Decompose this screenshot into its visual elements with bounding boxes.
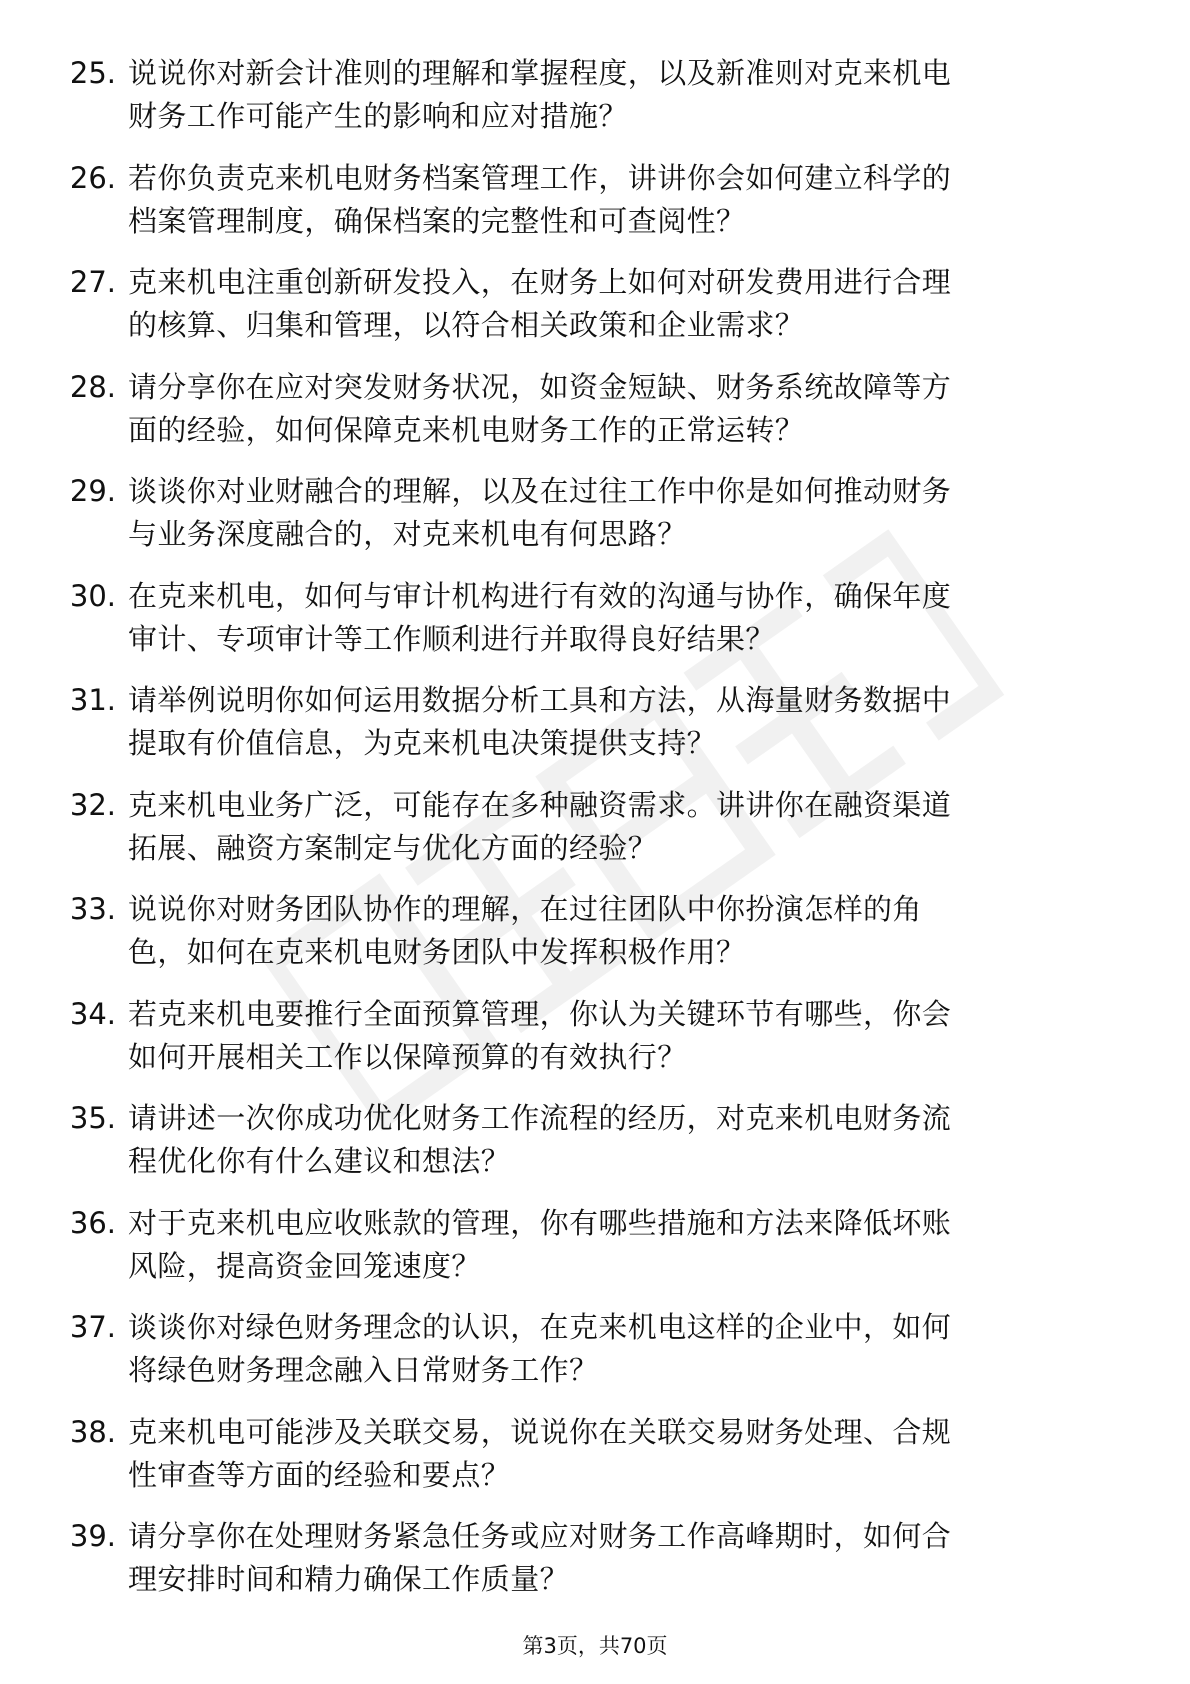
question-number: 35. bbox=[69, 1101, 116, 1135]
question-item bbox=[56, 993, 1136, 1079]
question-text: 若你负责克来机电财务档案管理工作，讲讲你会如何建立科学的 档案管理制度，确保档案的完整性和可查阅性？ bbox=[128, 160, 952, 238]
question-list bbox=[56, 52, 1136, 1620]
question-item bbox=[56, 784, 1136, 870]
question-text: 请讲述一次你成功优化财务工作流程的经历，对克来机电财务流 程优化你有什么建议和想法？ bbox=[128, 1101, 952, 1178]
question-text: 克来机电注重创新研发投入，在财务上如何对研发费用进行合理 的核算、归集和管理，以符合相关政策和企业需求？ bbox=[128, 265, 952, 342]
question-text: 克来机电可能涉及关联交易，说说你在关联交易财务处理、合规 性审查等方面的经验和要点？ bbox=[128, 1414, 952, 1492]
question-item bbox=[56, 679, 1136, 765]
question-text: 请举例说明你如何运用数据分析工具和方法，从海量财务数据中 提取有价值信息，为克来机电决策提供支持？ bbox=[128, 683, 952, 760]
page-number-footer: 第3页，共70页 bbox=[522, 1634, 668, 1658]
question-item bbox=[56, 157, 1136, 243]
question-number: 31. bbox=[69, 683, 116, 717]
question-item bbox=[56, 52, 1136, 138]
question-text: 克来机电业务广泛，可能存在多种融资需求。讲讲你在融资渠道 拓展、融资方案制定与优化方面的经验？ bbox=[128, 787, 952, 865]
question-text: 谈谈你对业财融合的理解，以及在过往工作中你是如何推动财务 与业务深度融合的，对克来机电有何思路？ bbox=[128, 474, 952, 551]
question-number: 37. bbox=[69, 1310, 116, 1344]
question-number: 36. bbox=[69, 1205, 116, 1240]
question-number: 38. bbox=[69, 1414, 116, 1449]
question-number: 32. bbox=[69, 787, 116, 822]
question-text: 对于克来机电应收账款的管理，你有哪些措施和方法来降低坏账 风险，提高资金回笼速度？ bbox=[128, 1205, 952, 1283]
question-text: 若克来机电要推行全面预算管理，你认为关键环节有哪些，你会 如何开展相关工作以保障预算的有效执行？ bbox=[128, 996, 952, 1074]
question-text: 在克来机电，如何与审计机构进行有效的沟通与协作，确保年度 审计、专项审计等工作顺利进行并取得良好结果？ bbox=[128, 578, 952, 656]
question-item bbox=[56, 1306, 1136, 1392]
question-item bbox=[56, 1515, 1136, 1601]
question-text: 请分享你在处理财务紧急任务或应对财务工作高峰期时，如何合 理安排时间和精力确保工作质量？ bbox=[128, 1519, 952, 1596]
question-item bbox=[56, 366, 1136, 452]
question-number: 30. bbox=[69, 578, 116, 613]
question-item bbox=[56, 1411, 1136, 1497]
question-item bbox=[56, 470, 1136, 556]
question-number: 39. bbox=[69, 1519, 116, 1553]
question-item bbox=[56, 575, 1136, 661]
question-number: 33. bbox=[69, 892, 116, 926]
question-text: 说说你对财务团队协作的理解，在过往团队中你扮演怎样的角 色，如何在克来机电财务团队中发挥积极作用？ bbox=[128, 892, 922, 969]
question-number: 28. bbox=[69, 369, 116, 404]
question-text: 谈谈你对绿色财务理念的认识，在克来机电这样的企业中，如何 将绿色财务理念融入日常财务工作？ bbox=[128, 1310, 952, 1387]
question-number: 29. bbox=[69, 474, 116, 508]
question-number: 26. bbox=[69, 160, 116, 195]
question-item bbox=[56, 888, 1136, 974]
question-item bbox=[56, 1097, 1136, 1183]
question-text: 请分享你在应对突发财务状况，如资金短缺、财务系统故障等方 面的经验，如何保障克来机电财务工作的正常运转？ bbox=[128, 369, 952, 447]
question-number: 27. bbox=[69, 265, 116, 299]
question-number: 25. bbox=[69, 56, 116, 90]
question-number: 34. bbox=[69, 996, 116, 1031]
question-item bbox=[56, 1202, 1136, 1288]
question-text: 说说你对新会计准则的理解和掌握程度，以及新准则对克来机电 财务工作可能产生的影响和应对措施？ bbox=[128, 56, 952, 133]
question-item bbox=[56, 261, 1136, 347]
